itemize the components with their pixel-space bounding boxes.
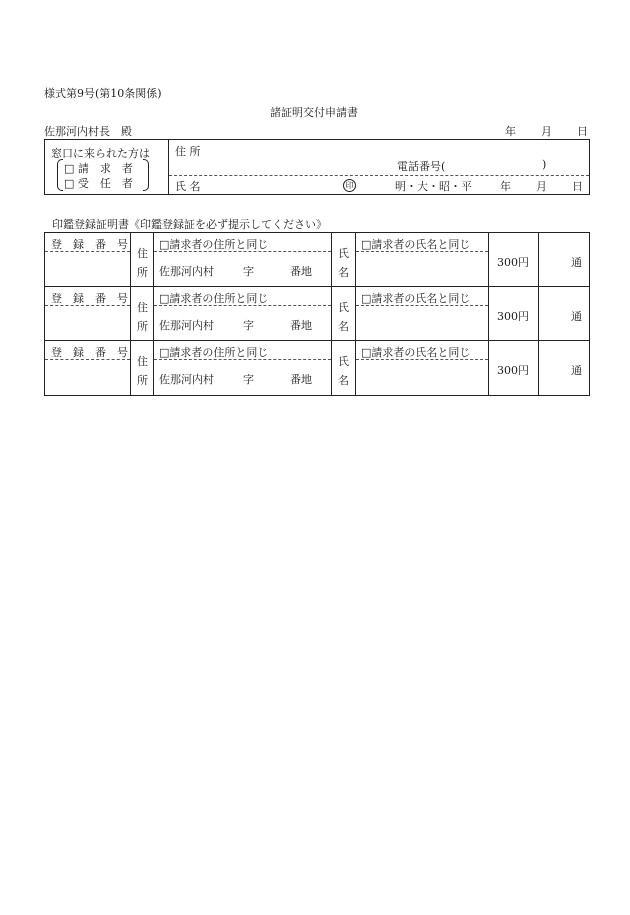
name-field[interactable] [358, 253, 486, 283]
same-name-checkbox[interactable]: □請求者の氏名と同じ [361, 292, 471, 305]
address-field[interactable] [205, 143, 585, 157]
reg-no-label: 登 録 番 号 [51, 292, 128, 305]
reg-no-field[interactable] [47, 361, 128, 391]
birth-day-label: 日 [572, 180, 583, 193]
table-row [45, 233, 589, 287]
village-label: 佐那河内村 [159, 373, 214, 386]
table-row [45, 341, 589, 395]
name-label-1: 氏 [338, 355, 349, 368]
same-name-checkbox[interactable]: □請求者の氏名と同じ [361, 346, 471, 359]
aza-label: 字 [243, 265, 254, 278]
name-field[interactable] [205, 177, 340, 192]
name-label-2: 名 [338, 374, 349, 387]
option-applicant-checkbox[interactable]: □ 請 求 者 [64, 162, 133, 175]
reg-no-label: 登 録 番 号 [51, 346, 128, 359]
addressee: 佐那河内村長 殿 [44, 125, 132, 138]
copies-label: 通 [571, 256, 582, 269]
seal-section-title: 印鑑登録証明書《印鑑登録証を必ず提示してください》 [52, 218, 327, 231]
fee-label: 300円 [497, 256, 529, 269]
date-month-label: 月 [541, 125, 552, 138]
fee-label: 300円 [497, 364, 529, 377]
birth-year-label: 年 [500, 180, 511, 193]
seal-mark: 印 [343, 179, 356, 192]
reg-no-field[interactable] [47, 253, 128, 283]
fee-label: 300円 [497, 310, 529, 323]
name-label-1: 氏 [338, 301, 349, 314]
addr-label-2: 所 [137, 320, 148, 333]
addr-label-1: 住 [137, 247, 148, 260]
village-label: 佐那河内村 [159, 319, 214, 332]
village-label: 佐那河内村 [159, 265, 214, 278]
addr-label-1: 住 [137, 355, 148, 368]
reg-no-field[interactable] [47, 307, 128, 337]
applicant-dashed-divider [169, 175, 589, 176]
form-title: 諸証明交付申請書 [270, 106, 358, 119]
birth-month-label: 月 [536, 180, 547, 193]
address-label: 住 所 [175, 145, 201, 158]
aza-label: 字 [243, 319, 254, 332]
name-label: 氏 名 [175, 180, 201, 193]
same-address-checkbox[interactable]: □請求者の住所と同じ [159, 238, 269, 251]
name-field[interactable] [358, 307, 486, 337]
reg-no-label: 登 録 番 号 [51, 238, 128, 251]
name-field[interactable] [358, 361, 486, 391]
same-name-checkbox[interactable]: □請求者の氏名と同じ [361, 238, 471, 251]
addr-label-1: 住 [137, 301, 148, 314]
form-number: 様式第9号(第10条関係) [44, 87, 162, 100]
table-row [45, 287, 589, 341]
banchi-label: 番地 [290, 265, 312, 278]
name-label-2: 名 [338, 320, 349, 333]
same-address-checkbox[interactable]: □請求者の住所と同じ [159, 292, 269, 305]
addr-label-2: 所 [137, 266, 148, 279]
aza-label: 字 [243, 373, 254, 386]
banchi-label: 番地 [290, 319, 312, 332]
option-bracket-left [57, 159, 63, 191]
applicant-divider [168, 140, 169, 194]
date-day-label: 日 [577, 125, 588, 138]
addr-label-2: 所 [137, 374, 148, 387]
seal-table [44, 232, 590, 396]
option-bracket-right [143, 159, 149, 191]
date-year-label: 年 [505, 125, 516, 138]
copies-label: 通 [571, 364, 582, 377]
name-label-2: 名 [338, 266, 349, 279]
banchi-label: 番地 [290, 373, 312, 386]
phone-label: 電話番号( [397, 160, 446, 173]
option-proxy-checkbox[interactable]: □ 受 任 者 [64, 177, 133, 190]
phone-close: ) [542, 158, 547, 171]
phone-field[interactable] [453, 158, 541, 172]
copies-label: 通 [571, 310, 582, 323]
era-label[interactable]: 明・大・昭・平 [395, 180, 472, 193]
same-address-checkbox[interactable]: □請求者の住所と同じ [159, 346, 269, 359]
name-label-1: 氏 [338, 247, 349, 260]
applicant-block [44, 139, 590, 195]
visitor-label: 窓口に来られた方は [51, 147, 150, 160]
